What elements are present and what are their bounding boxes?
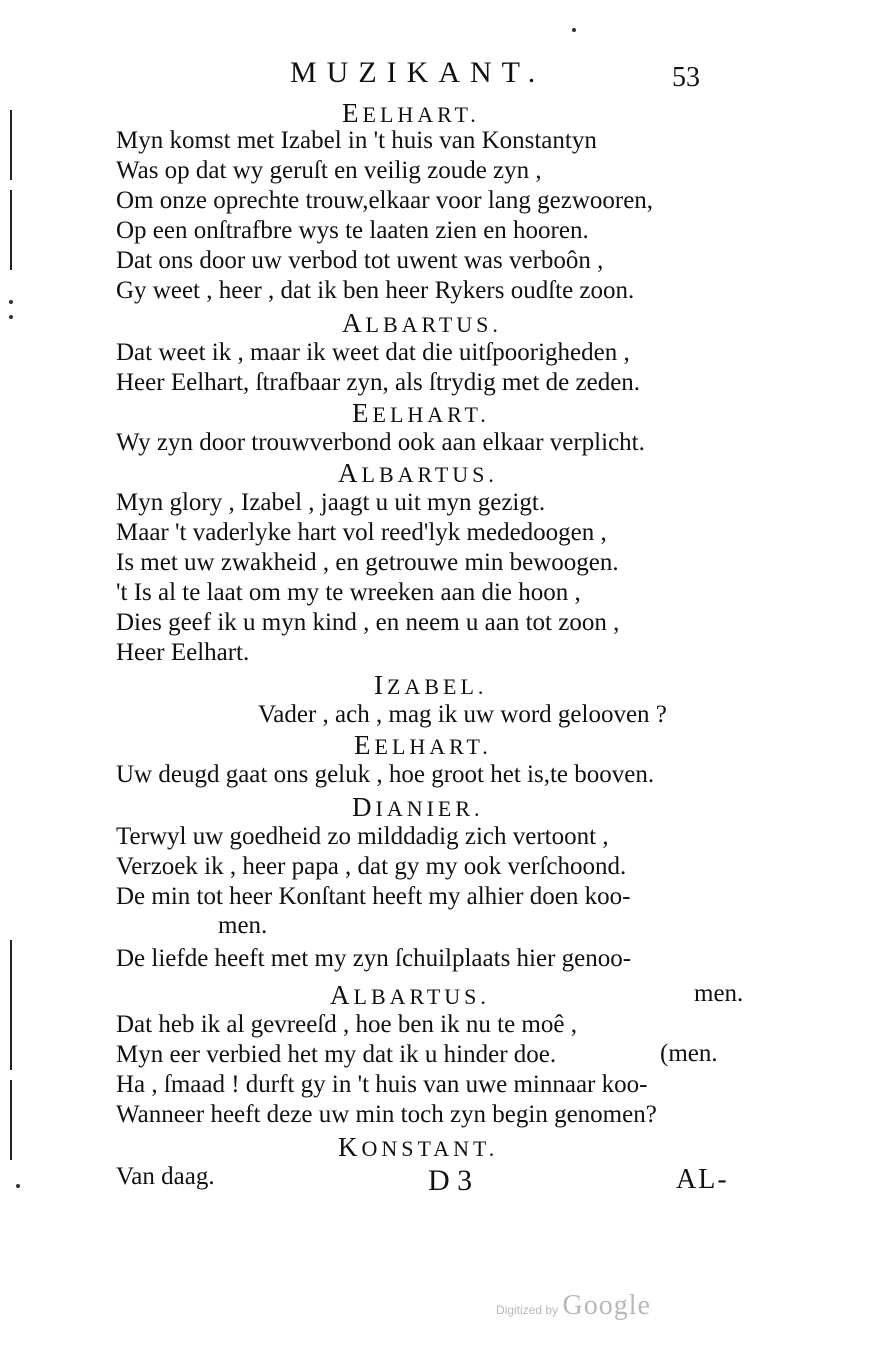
page-number: 53 bbox=[672, 62, 700, 93]
margin-mark bbox=[10, 940, 12, 1070]
signature-mark: D 3 bbox=[428, 1164, 473, 1197]
running-title: MUZIKANT. bbox=[290, 56, 546, 89]
margin-mark bbox=[10, 190, 12, 270]
ink-dot bbox=[572, 28, 576, 32]
speaker-albartus: ALBARTUS. bbox=[342, 308, 502, 338]
verse-line: Dies geef ik u myn kind , en neem u aan tot zoon , bbox=[116, 609, 620, 636]
watermark-prefix: Digitized by bbox=[496, 1303, 559, 1317]
margin-mark bbox=[10, 110, 12, 180]
verse-line: Was op dat wy geruſt en veilig zoude zyn , bbox=[116, 157, 542, 184]
verse-line: Gy weet , heer , dat ik ben heer Rykers oudſte zoon. bbox=[116, 277, 635, 304]
verse-line: Verzoek ik , heer papa , dat gy my ook verſchoond. bbox=[116, 853, 627, 880]
verse-line: Terwyl uw goedheid zo milddadig zich vertoont , bbox=[116, 823, 609, 850]
verse-line: Wy zyn door trouwverbond ook aan elkaar verplicht. bbox=[116, 429, 645, 456]
turnover-line: (men. bbox=[660, 1040, 718, 1067]
speaker-eelhart: EELHART. bbox=[342, 98, 480, 128]
verse-line: Dat heb ik al gevreeſd , hoe ben ik nu te moê , bbox=[116, 1011, 577, 1038]
speaker-eelhart: EELHART. bbox=[354, 730, 492, 760]
verse-line: 't Is al te laat om my te wreeken aan die hoon , bbox=[116, 579, 581, 606]
verse-line: Om onze oprechte trouw,elkaar voor lang gezwooren, bbox=[116, 187, 654, 214]
turnover-line: men. bbox=[694, 980, 744, 1007]
speaker-konstant: KONSTANT. bbox=[338, 1132, 499, 1162]
verse-line: De min tot heer Konſtant heeft my alhier doen koo- bbox=[116, 883, 631, 910]
verse-line: Myn glory , Izabel , jaagt u uit myn gezigt. bbox=[116, 489, 546, 516]
verse-line: Van daag. bbox=[116, 1163, 215, 1190]
margin-mark bbox=[10, 1080, 12, 1160]
verse-line: De liefde heeft met my zyn ſchuilplaats hier genoo- bbox=[116, 945, 632, 972]
verse-line: Myn eer verbied het my dat ik u hinder doe. bbox=[116, 1041, 557, 1068]
verse-line: Ha , ſmaad ! durft gy in 't huis van uwe minnaar koo- bbox=[116, 1071, 648, 1098]
verse-line: Heer Eelhart. bbox=[116, 639, 250, 666]
google-logo: Google bbox=[562, 1290, 651, 1321]
verse-line: Dat weet ik , maar ik weet dat die uitſpoorigheden , bbox=[116, 339, 630, 366]
speaker-albartus: ALBARTUS. bbox=[338, 458, 498, 488]
verse-line: Dat ons door uw verbod tot uwent was verboôn , bbox=[116, 247, 604, 274]
turnover-line: men. bbox=[218, 912, 268, 939]
margin-dot bbox=[9, 300, 13, 304]
verse-line: Uw deugd gaat ons geluk , hoe groot het is,te booven. bbox=[116, 761, 655, 788]
speaker-albartus: ALBARTUS. bbox=[330, 980, 490, 1010]
speaker-eelhart: EELHART. bbox=[352, 398, 490, 428]
verse-line: Vader , ach , mag ik uw word gelooven ? bbox=[258, 701, 667, 728]
margin-dot bbox=[16, 1184, 20, 1188]
verse-line: Myn komst met Izabel in 't huis van Konstantyn bbox=[116, 127, 597, 154]
verse-line: Is met uw zwakheid , en getrouwe min bewoogen. bbox=[116, 549, 619, 576]
speaker-dianier: DIANIER. bbox=[352, 792, 484, 822]
margin-dot bbox=[9, 315, 13, 319]
verse-line: Maar 't vaderlyke hart vol reed'lyk mededoogen , bbox=[116, 519, 607, 546]
verse-line: Op een onſtrafbre wys te laaten zien en hooren. bbox=[116, 217, 589, 244]
verse-line: Wanneer heeft deze uw min toch zyn begin genomen? bbox=[116, 1101, 657, 1128]
speaker-izabel: IZABEL. bbox=[374, 670, 488, 700]
catchword: AL- bbox=[676, 1164, 729, 1195]
verse-line: Heer Eelhart, ſtrafbaar zyn, als ſtrydig met de zeden. bbox=[116, 369, 641, 396]
digitized-watermark bbox=[496, 1290, 651, 1322]
